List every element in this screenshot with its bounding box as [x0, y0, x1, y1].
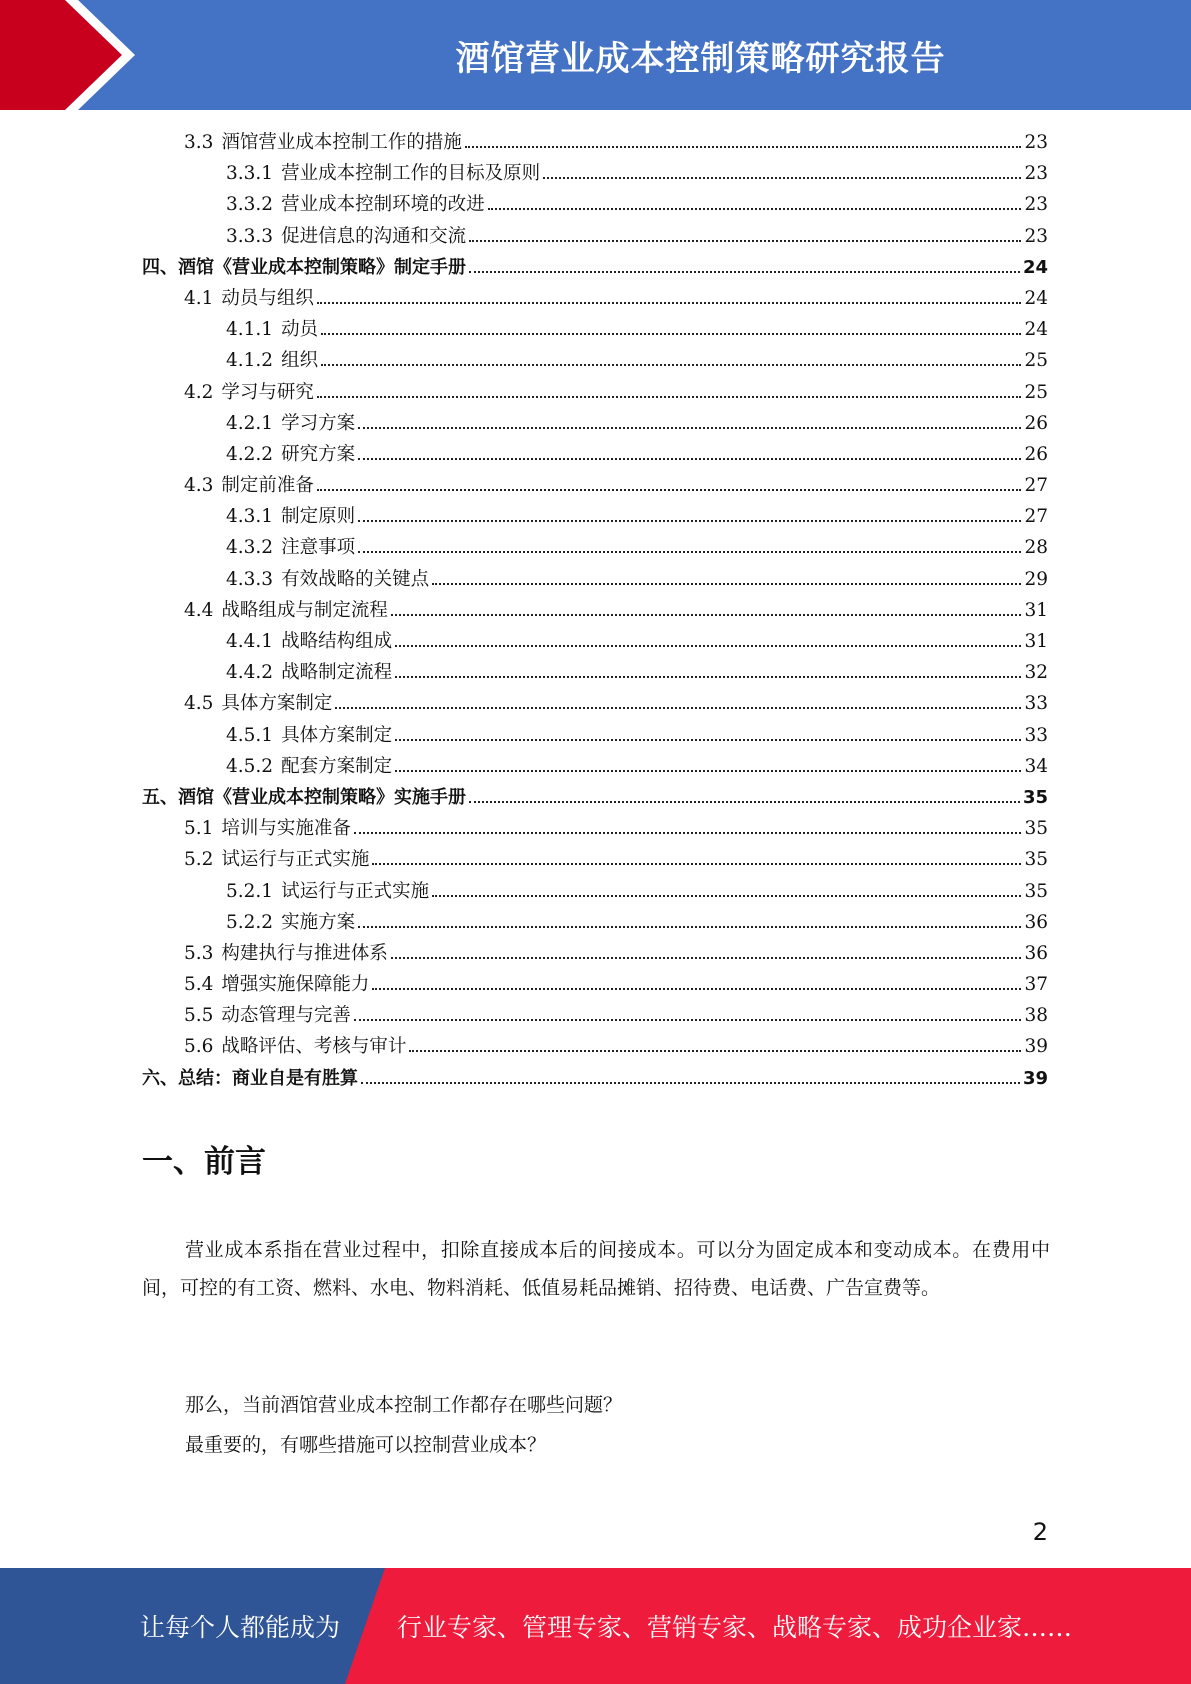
toc-entry-number: 4.5 — [184, 693, 214, 715]
toc-dot-leader — [358, 520, 1021, 522]
toc-entry-title: 注意事项 — [281, 537, 356, 559]
toc-entry-number: 4.2.2 — [226, 443, 274, 465]
toc-dot-leader — [317, 489, 1022, 491]
toc-entry-number: 4.3 — [184, 475, 214, 497]
toc-entry-title: 有效战略的关键点 — [281, 568, 430, 590]
toc-entry-title: 动员 — [281, 319, 319, 341]
toc-entry-title: 实施方案 — [281, 911, 356, 933]
toc-entry-page: 32 — [1024, 662, 1048, 684]
toc-entry-title: 战略结构组成 — [281, 631, 393, 652]
toc-entry-page: 37 — [1024, 974, 1048, 996]
toc-entry-number: 4.2 — [184, 381, 214, 403]
toc-entry[interactable] — [142, 253, 1048, 284]
toc-entry-title: 促进信息的沟通和交流 — [281, 225, 467, 247]
toc-entry-number: 4.5.2 — [226, 755, 274, 777]
toc-entry-number: 3.3 — [184, 132, 214, 153]
toc-entry-title: 增强实施保障能力 — [221, 974, 370, 996]
toc-entry-title: 制定原则 — [281, 506, 356, 528]
toc-entry[interactable] — [142, 315, 1048, 346]
toc-entry[interactable] — [142, 284, 1048, 315]
toc-entry-title: 具体方案制定 — [281, 724, 393, 746]
toc-dot-leader — [395, 676, 1021, 678]
toc-dot-leader — [432, 583, 1021, 585]
toc-dot-leader — [469, 271, 1020, 273]
toc-entry-title: 构建执行与推进体系 — [221, 942, 388, 964]
toc-entry[interactable] — [142, 346, 1048, 377]
toc-entry-title: 酒馆《营业成本控制策略》制定手册 — [178, 256, 466, 278]
toc-dot-leader — [358, 926, 1021, 928]
body-paragraph: 那么，当前酒馆营业成本控制工作都存在哪些问题？ — [185, 1394, 623, 1416]
toc-dot-leader — [391, 957, 1022, 959]
toc-dot-leader — [354, 1019, 1022, 1021]
toc-entry-number: 4.4.1 — [226, 631, 274, 652]
toc-entry[interactable] — [142, 814, 1048, 845]
body-paragraph: 最重要的，有哪些措施可以控制营业成本？ — [185, 1434, 547, 1456]
table-of-contents — [142, 128, 1048, 1095]
toc-dot-leader — [335, 707, 1021, 709]
toc-entry-page: 29 — [1024, 568, 1048, 590]
toc-entry-number: 5.5 — [184, 1005, 214, 1027]
toc-entry-page: 26 — [1024, 412, 1048, 434]
toc-entry-number: 4.4 — [184, 599, 214, 621]
toc-entry[interactable] — [142, 845, 1048, 876]
toc-entry[interactable] — [142, 721, 1048, 752]
toc-entry-number: 5.3 — [184, 942, 214, 964]
toc-dot-leader — [395, 739, 1021, 741]
toc-entry-number: 五、 — [142, 786, 178, 808]
toc-entry[interactable] — [142, 409, 1048, 440]
toc-entry-page: 39 — [1022, 1067, 1048, 1089]
toc-dot-leader — [358, 427, 1021, 429]
toc-entry[interactable] — [142, 627, 1048, 658]
toc-entry-page: 39 — [1024, 1036, 1048, 1058]
toc-entry-number: 4.1.2 — [226, 350, 274, 372]
toc-entry[interactable] — [142, 565, 1048, 596]
toc-dot-leader — [317, 396, 1022, 398]
page-header — [0, 0, 1191, 110]
toc-entry-number: 4.4.2 — [226, 662, 274, 684]
toc-entry[interactable] — [142, 222, 1048, 253]
toc-entry-title: 组织 — [281, 350, 319, 372]
header-arrow-decoration — [0, 0, 150, 110]
toc-entry-page: 27 — [1024, 506, 1048, 528]
toc-entry[interactable] — [142, 689, 1048, 720]
toc-entry-number: 5.6 — [184, 1036, 214, 1058]
toc-entry-page: 31 — [1024, 599, 1048, 621]
toc-entry-page: 26 — [1024, 443, 1048, 465]
toc-entry-number: 5.2.1 — [226, 880, 274, 902]
toc-dot-leader — [395, 770, 1021, 772]
toc-entry[interactable] — [142, 190, 1048, 221]
toc-entry-page: 34 — [1024, 755, 1048, 777]
toc-entry-number: 4.3.1 — [226, 506, 274, 528]
toc-entry[interactable] — [142, 908, 1048, 939]
toc-entry[interactable] — [142, 502, 1048, 533]
toc-dot-leader — [395, 645, 1021, 647]
toc-entry-page: 23 — [1024, 194, 1048, 216]
toc-entry[interactable] — [142, 783, 1048, 814]
footer-slogan-left: 让每个人都能成为 — [140, 1613, 341, 1642]
toc-entry-page: 35 — [1024, 849, 1048, 871]
toc-entry[interactable] — [142, 939, 1048, 970]
page-footer — [0, 1568, 1191, 1684]
toc-entry-page: 36 — [1024, 942, 1048, 964]
toc-entry-number: 4.1 — [184, 287, 214, 309]
page-number: 2 — [1032, 1518, 1048, 1546]
toc-entry-page: 23 — [1024, 132, 1048, 153]
toc-entry-page: 35 — [1022, 786, 1048, 808]
toc-entry[interactable] — [142, 596, 1048, 627]
toc-entry-title: 营业成本控制工作的目标及原则 — [281, 163, 541, 185]
toc-dot-leader — [488, 208, 1022, 210]
toc-entry-title: 学习方案 — [281, 412, 356, 434]
toc-entry-number: 四、 — [142, 256, 178, 278]
toc-dot-leader — [469, 801, 1020, 803]
toc-entry-number: 4.1.1 — [226, 319, 274, 341]
toc-entry-title: 总结：商业自是有胜算 — [178, 1067, 358, 1089]
toc-entry-number: 4.3.2 — [226, 537, 274, 559]
toc-entry[interactable] — [142, 1032, 1048, 1063]
toc-entry-number: 5.2.2 — [226, 911, 274, 933]
toc-dot-leader — [354, 832, 1022, 834]
toc-dot-leader — [358, 458, 1021, 460]
toc-entry[interactable] — [142, 658, 1048, 689]
toc-entry[interactable] — [142, 1064, 1048, 1095]
toc-dot-leader — [432, 895, 1021, 897]
toc-entry-title: 配套方案制定 — [281, 755, 393, 777]
toc-entry-title: 酒馆《营业成本控制策略》实施手册 — [178, 786, 466, 808]
toc-entry-title: 培训与实施准备 — [221, 818, 351, 840]
toc-entry-page: 28 — [1024, 537, 1048, 559]
toc-dot-leader — [361, 1082, 1020, 1084]
toc-entry-number: 4.5.1 — [226, 724, 274, 746]
toc-entry[interactable] — [142, 440, 1048, 471]
toc-entry-title: 研究方案 — [281, 443, 356, 465]
toc-entry-page: 23 — [1024, 163, 1048, 185]
toc-dot-leader — [321, 333, 1021, 335]
toc-dot-leader — [358, 551, 1021, 553]
toc-entry-number: 六、 — [142, 1067, 178, 1089]
toc-dot-leader — [317, 302, 1022, 304]
toc-entry-page: 23 — [1024, 225, 1048, 247]
toc-entry[interactable] — [142, 752, 1048, 783]
toc-dot-leader — [465, 146, 1022, 148]
toc-entry-title: 制定前准备 — [221, 475, 314, 497]
toc-entry-page: 24 — [1022, 256, 1048, 278]
toc-entry-title: 试运行与正式实施 — [221, 849, 370, 871]
document-title: 酒馆营业成本控制策略研究报告 — [455, 38, 946, 79]
toc-dot-leader — [543, 177, 1021, 179]
toc-entry-number: 4.3.3 — [226, 568, 274, 590]
toc-entry-title: 营业成本控制环境的改进 — [281, 194, 485, 216]
toc-entry[interactable] — [142, 877, 1048, 908]
toc-entry[interactable] — [142, 378, 1048, 409]
toc-entry-page: 35 — [1024, 818, 1048, 840]
toc-entry[interactable] — [142, 533, 1048, 564]
footer-slogan-right: 行业专家、管理专家、营销专家、战略专家、成功企业家…… — [397, 1613, 1073, 1642]
toc-dot-leader — [391, 614, 1022, 616]
toc-entry-title: 动员与组织 — [221, 287, 314, 309]
toc-entry-title: 学习与研究 — [221, 381, 314, 403]
toc-entry-number: 4.2.1 — [226, 412, 274, 434]
toc-dot-leader — [372, 988, 1021, 990]
toc-entry-title: 战略组成与制定流程 — [221, 599, 388, 621]
body-paragraph: 营业成本系指在营业过程中，扣除直接成本后的间接成本。可以分为固定成本和变动成本。在费用中间，可控的有工资、燃料、水电、物料消耗、低值易耗品摊销、招待费、电话费、广告宣费等。 — [142, 1239, 1050, 1299]
toc-entry-number: 3.3.3 — [226, 225, 274, 247]
toc-entry-number: 3.3.1 — [226, 163, 274, 185]
toc-entry-title: 酒馆营业成本控制工作的措施 — [221, 132, 462, 153]
toc-entry-title: 试运行与正式实施 — [281, 880, 430, 902]
toc-dot-leader — [469, 240, 1021, 242]
toc-entry-number: 5.4 — [184, 974, 214, 996]
toc-entry-page: 25 — [1024, 381, 1048, 403]
toc-entry[interactable] — [142, 159, 1048, 190]
toc-entry-page: 38 — [1024, 1005, 1048, 1027]
toc-entry-number: 5.1 — [184, 818, 214, 840]
toc-entry-page: 31 — [1024, 631, 1048, 652]
toc-entry-page: 24 — [1024, 287, 1048, 309]
section-heading: 一、前言 — [142, 1144, 266, 1180]
toc-entry-title: 具体方案制定 — [221, 693, 333, 715]
toc-dot-leader — [372, 863, 1021, 865]
toc-entry-page: 27 — [1024, 475, 1048, 497]
toc-entry-page: 36 — [1024, 911, 1048, 933]
toc-entry-title: 动态管理与完善 — [221, 1005, 351, 1027]
toc-entry-page: 25 — [1024, 350, 1048, 372]
toc-entry-page: 35 — [1024, 880, 1048, 902]
toc-entry-page: 33 — [1024, 724, 1048, 746]
toc-entry[interactable] — [142, 128, 1048, 159]
toc-entry-number: 5.2 — [184, 849, 214, 871]
toc-entry-page: 24 — [1024, 319, 1048, 341]
toc-entry-title: 战略评估、考核与审计 — [221, 1036, 407, 1058]
toc-entry-page: 33 — [1024, 693, 1048, 715]
toc-entry[interactable] — [142, 1001, 1048, 1032]
toc-entry-title: 战略制定流程 — [281, 662, 393, 684]
toc-entry[interactable] — [142, 970, 1048, 1001]
toc-dot-leader — [321, 364, 1021, 366]
toc-entry-number: 3.3.2 — [226, 194, 274, 216]
toc-dot-leader — [409, 1050, 1021, 1052]
toc-entry[interactable] — [142, 471, 1048, 502]
